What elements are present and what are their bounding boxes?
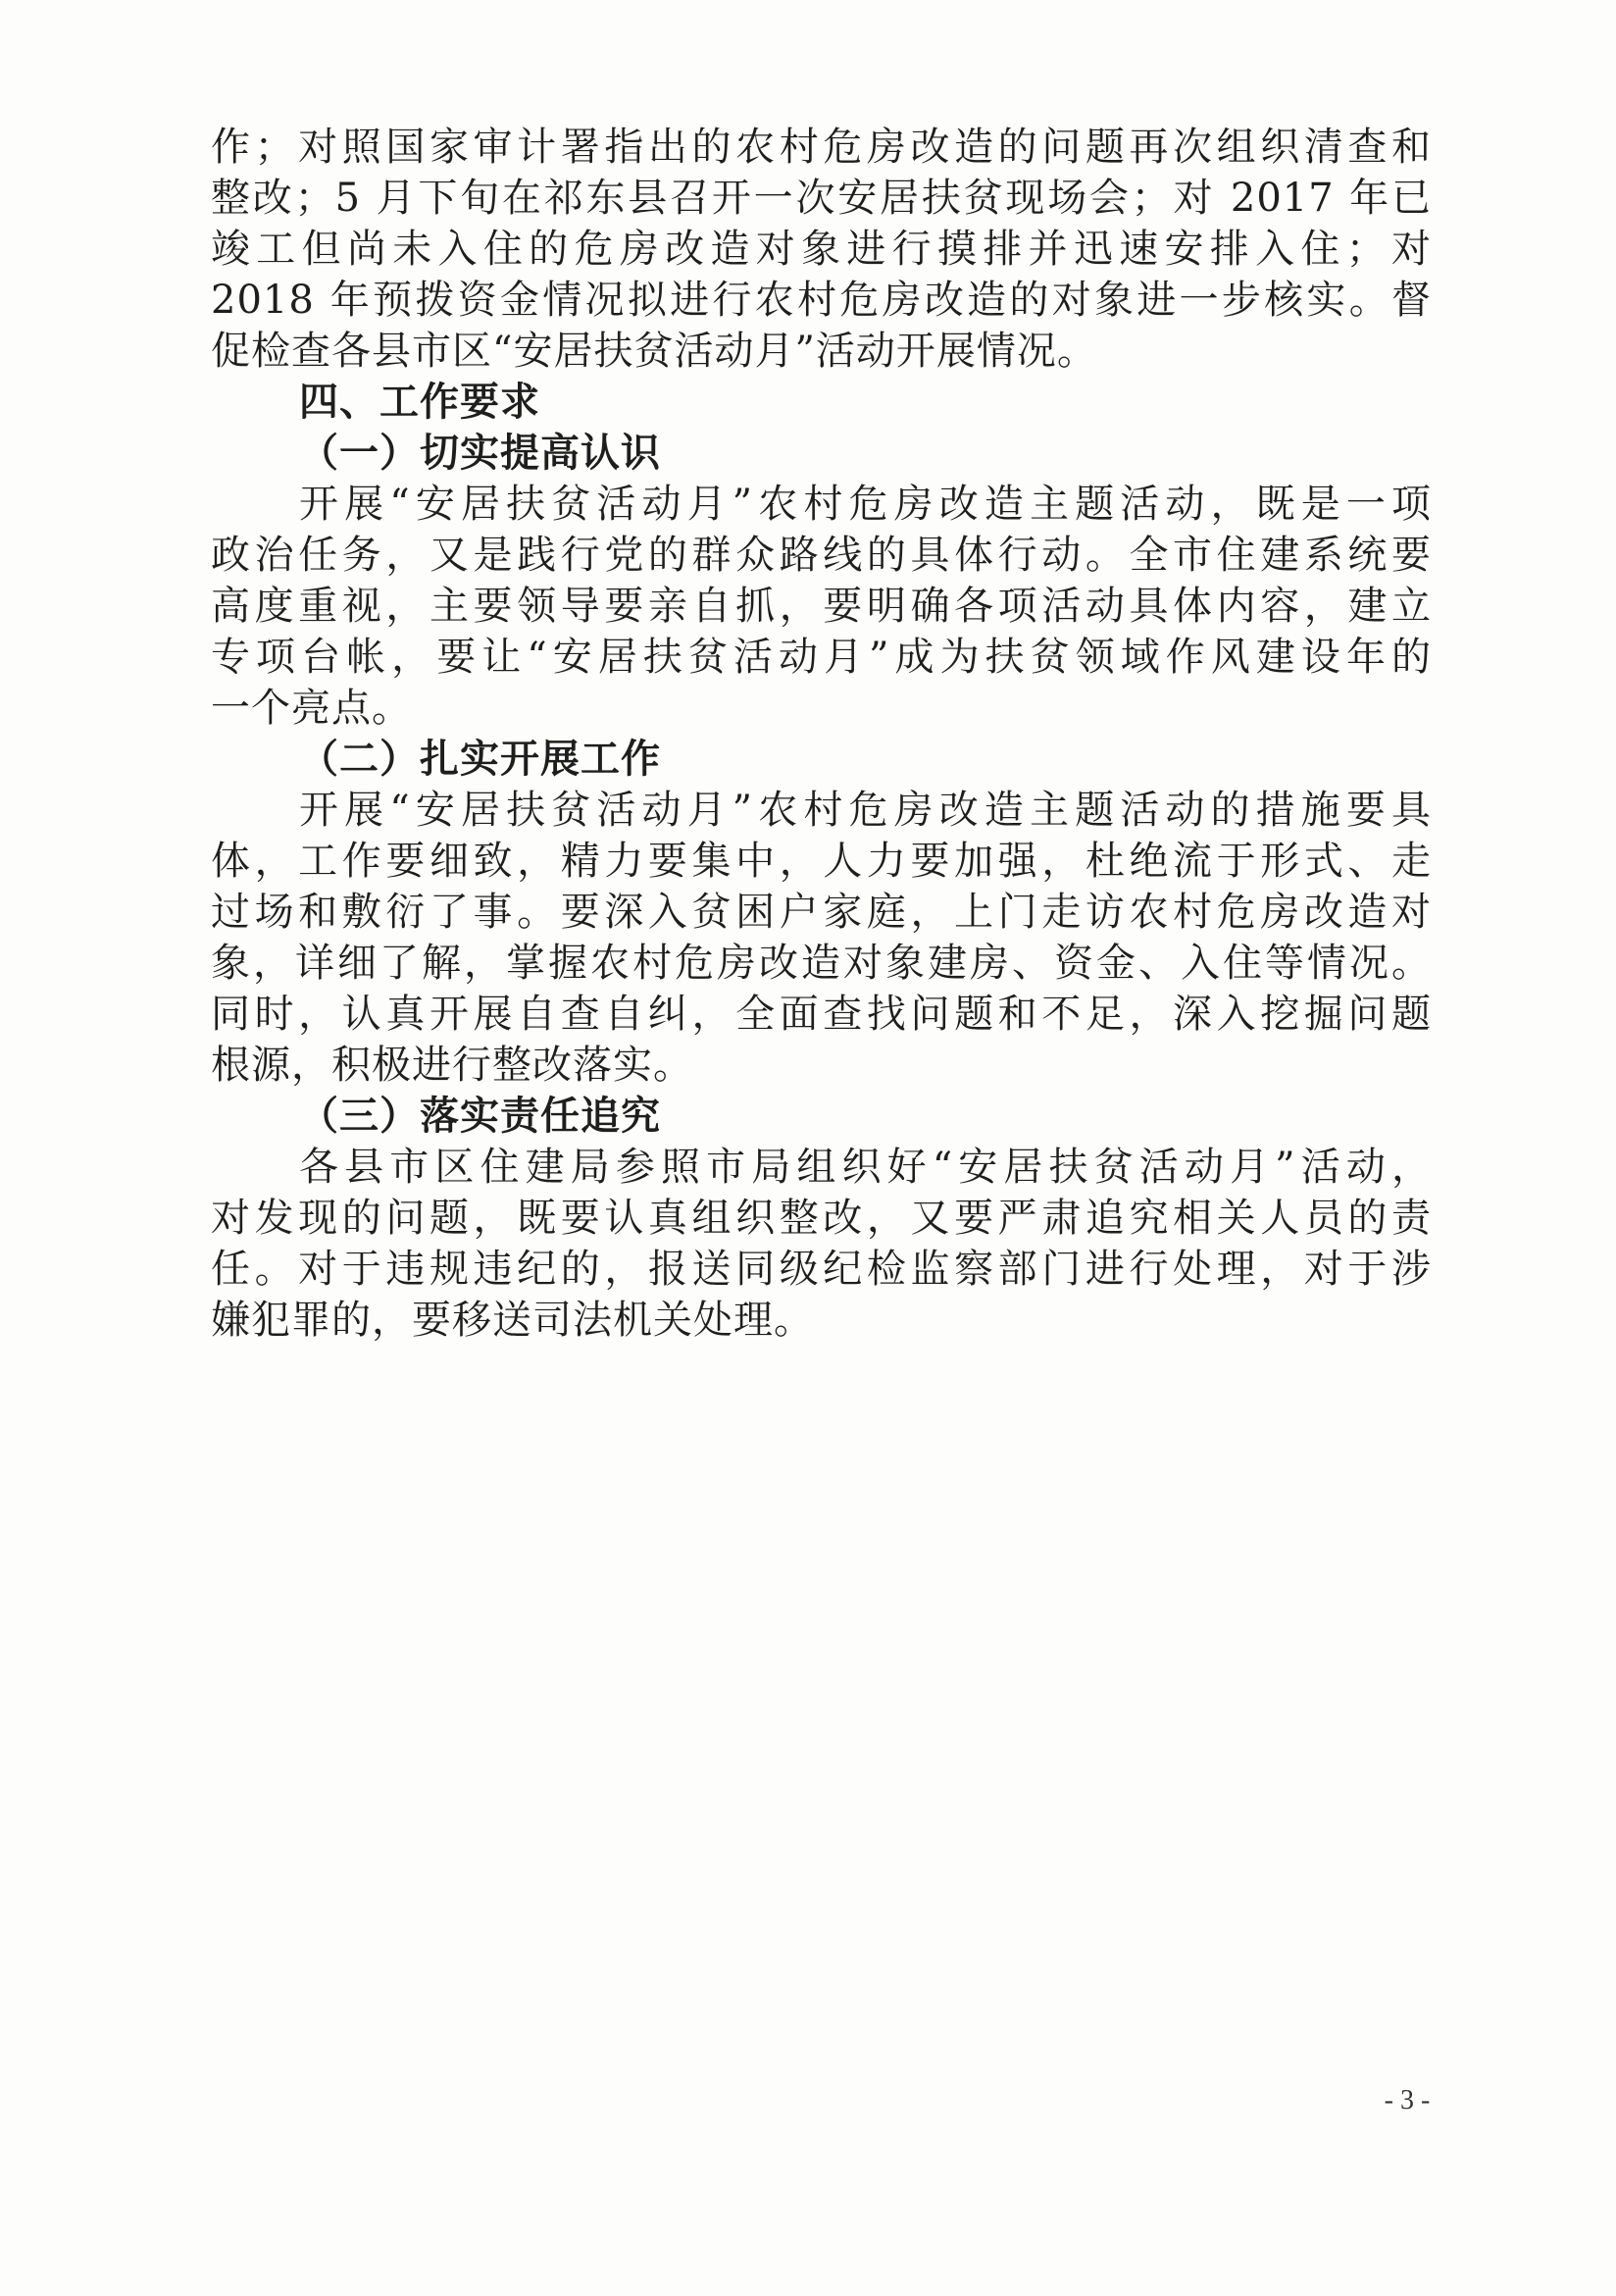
body-text-line: 促检查各县市区“安居扶贫活动月”活动开展情况。: [211, 329, 1097, 374]
body-text-line: 竣工但尚未入住的危房改造对象进行摸排并迅速安排入住；对: [211, 227, 1432, 272]
subsection-heading: （三）落实责任追究: [299, 1094, 661, 1139]
body-text-line: 作；对照国家审计署指出的农村危房改造的问题再次组织清查和: [211, 125, 1432, 170]
subsection-heading: （二）扎实开展工作: [299, 737, 661, 782]
body-text-line: 整改；5 月下旬在祁东县召开一次安居扶贫现场会；对 2017 年已: [211, 176, 1432, 221]
page-number: - 3 -: [1384, 2085, 1431, 2116]
body-text-line: 同时，认真开展自查自纠，全面查找问题和不足，深入挖掘问题: [211, 992, 1432, 1037]
body-text-line: 开展“安居扶贫活动月”农村危房改造主题活动的措施要具: [299, 788, 1432, 833]
subsection-heading: （一）切实提高认识: [299, 431, 661, 476]
body-text-line: 开展“安居扶贫活动月”农村危房改造主题活动，既是一项: [299, 482, 1432, 527]
body-text-line: 过场和敷衍了事。要深入贫困户家庭，上门走访农村危房改造对: [211, 890, 1432, 935]
body-text-line: 象，详细了解，掌握农村危房改造对象建房、资金、入住等情况。: [211, 941, 1432, 986]
body-text-line: 嫌犯罪的，要移送司法机关处理。: [211, 1298, 814, 1343]
body-text-line: 高度重视，主要领导要亲自抓，要明确各项活动具体内容，建立: [211, 584, 1432, 629]
body-text-line: 各县市区住建局参照市局组织好“安居扶贫活动月”活动，: [299, 1145, 1432, 1190]
body-text-line: 政治任务，又是践行党的群众路线的具体行动。全市住建系统要: [211, 533, 1432, 578]
body-text-line: 专项台帐，要让“安居扶贫活动月”成为扶贫领域作风建设年的: [211, 635, 1432, 680]
body-text-line: 对发现的问题，既要认真组织整改，又要严肃追究相关人员的责: [211, 1196, 1432, 1241]
body-text-line: 体，工作要细致，精力要集中，人力要加强，杜绝流于形式、走: [211, 839, 1432, 884]
body-text-line: 任。对于违规违纪的，报送同级纪检监察部门进行处理，对于涉: [211, 1247, 1432, 1292]
body-text-line: 根源，积极进行整改落实。: [211, 1043, 693, 1088]
body-text-line: 一个亮点。: [211, 686, 412, 731]
body-text-line: 2018 年预拨资金情况拟进行农村危房改造的对象进一步核实。督: [211, 278, 1432, 323]
section-heading: 四、工作要求: [299, 380, 540, 425]
